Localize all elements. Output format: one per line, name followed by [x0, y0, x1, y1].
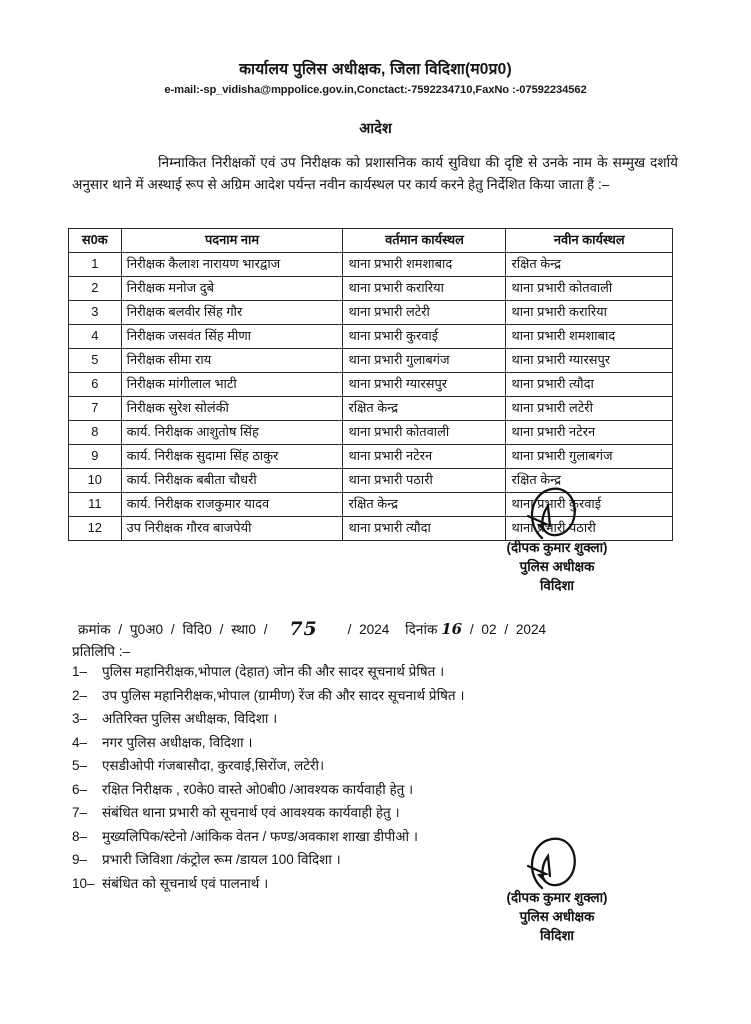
cell-current-posting: थाना प्रभारी ग्यारसपुर: [343, 373, 506, 397]
cell-name: कार्य. निरीक्षक बबीता चौधरी: [121, 469, 343, 493]
table-header: [69, 229, 673, 253]
cell-current-posting: थाना प्रभारी शमशाबाद: [343, 253, 506, 277]
table-row: [69, 253, 673, 277]
cell-new-posting: रक्षित केन्द्र: [506, 253, 673, 277]
signature-block-primary: [432, 538, 682, 595]
table-row: [69, 301, 673, 325]
office-title: कार्यालय पुलिस अधीक्षक, जिला विदिशा(म0प्र0): [239, 61, 512, 78]
list-item-text: प्रभारी जिविशा /कंट्रोल रूम /डायल 100 विदिशा ।: [102, 852, 341, 868]
reference-part1: पु0अ0: [129, 622, 164, 637]
list-item-text: नगर पुलिस अधीक्षक, विदिशा ।: [102, 734, 253, 750]
cell-current-posting: रक्षित केन्द्र: [343, 493, 506, 517]
list-item-text: संबंधित को सूचनार्थ एवं पालनार्थ ।: [102, 875, 269, 891]
cell-new-posting: थाना प्रभारी शमशाबाद: [506, 325, 673, 349]
table-row: [69, 397, 673, 421]
cell-serial: 1: [69, 253, 122, 277]
table-row: [69, 445, 673, 469]
letterhead: [0, 60, 751, 96]
table-row: [69, 493, 673, 517]
cell-serial: 2: [69, 277, 122, 301]
cell-name: कार्य. निरीक्षक सुदामा सिंह ठाकुर: [121, 445, 343, 469]
contact-line: e-mail:-sp_vidisha@mppolice.gov.in,Conctact:-7592234710,FaxNo :-07592234562: [164, 84, 587, 97]
list-item: [72, 686, 672, 707]
date-year: 2024: [515, 622, 547, 637]
signatory-name: (दीपक कुमार शुक्ला): [506, 890, 608, 905]
cell-serial: 5: [69, 349, 122, 373]
reference-slash-5: /: [347, 622, 352, 637]
distribution-list: [72, 662, 672, 897]
cell-name: कार्य. निरीक्षक आशुतोष सिंह: [121, 421, 343, 445]
cell-new-posting: थाना प्रभारी कुरवाई: [506, 493, 673, 517]
column-header-name: पदनाम नाम: [121, 229, 343, 253]
reference-part2: विदि0: [182, 622, 212, 637]
transfer-table: [68, 228, 673, 541]
date-slash-1: /: [469, 622, 474, 637]
list-item-number: 6–: [72, 781, 88, 797]
cell-serial: 12: [69, 517, 122, 541]
cell-serial: 7: [69, 397, 122, 421]
list-item: [72, 780, 672, 801]
list-item-number: 1–: [72, 664, 88, 679]
list-item-text: एसडीओपी गंजबासौदा, कुरवाई,सिरोंज, लटेरी।: [102, 758, 325, 774]
reference-part3: स्था0: [231, 622, 256, 637]
cell-name: निरीक्षक कैलाश नारायण भारद्वाज: [121, 253, 343, 277]
list-item-text: उप पुलिस महानिरीक्षक,भोपाल (ग्रामीण) रेंज की और सादर सूचनार्थ प्रेषित ।: [102, 687, 465, 703]
cell-new-posting: थाना प्रभारी नटेरन: [506, 421, 673, 445]
reference-slash-2: /: [170, 622, 175, 637]
cell-current-posting: थाना प्रभारी लटेरी: [343, 301, 506, 325]
cell-serial: 9: [69, 445, 122, 469]
list-item: [72, 850, 672, 871]
cell-current-posting: थाना प्रभारी कोतवाली: [343, 421, 506, 445]
cell-serial: 4: [69, 325, 122, 349]
cell-name: निरीक्षक सीमा राय: [121, 349, 343, 373]
reference-year: 2024: [359, 622, 390, 637]
cell-new-posting: थाना प्रभारी पठारी: [506, 517, 673, 541]
cell-current-posting: थाना प्रभारी पठारी: [343, 469, 506, 493]
list-item-text: मुख्यलिपिक/स्टेनो /आंकिक वेतन / फण्ड/अवकाश शाखा डीपीओ ।: [102, 828, 418, 844]
cell-name: उप निरीक्षक गौरव बाजपेयी: [121, 517, 343, 541]
cell-current-posting: थाना प्रभारी त्यौदा: [343, 517, 506, 541]
list-item: [72, 709, 672, 730]
cell-current-posting: रक्षित केन्द्र: [343, 397, 506, 421]
cell-name: कार्य. निरीक्षक राजकुमार यादव: [121, 493, 343, 517]
cell-current-posting: थाना प्रभारी नटेरन: [343, 445, 506, 469]
list-item-number: 7–: [72, 805, 88, 821]
cell-serial: 6: [69, 373, 122, 397]
signatory-name: (दीपक कुमार शुक्ला): [506, 540, 608, 555]
list-item-number: 2–: [72, 687, 88, 703]
cell-serial: 11: [69, 493, 122, 517]
list-item: [72, 662, 672, 683]
signatory-place: विदिशा: [539, 928, 575, 944]
cell-new-posting: थाना प्रभारी लटेरी: [506, 397, 673, 421]
list-item: [72, 756, 672, 777]
table-header-row: [69, 229, 673, 253]
list-item-number: 4–: [72, 734, 88, 750]
cell-new-posting: थाना प्रभारी त्यौदा: [506, 373, 673, 397]
order-body-paragraph: [72, 152, 678, 196]
cell-new-posting: थाना प्रभारी कोतवाली: [506, 277, 673, 301]
reference-handwritten-number: 75: [289, 618, 318, 640]
reference-number-line: [78, 617, 546, 639]
list-item: [72, 803, 672, 824]
cell-name: निरीक्षक मांगीलाल भाटी: [121, 373, 343, 397]
column-header-current: वर्तमान कार्यस्थल: [343, 229, 506, 253]
reference-slash-1: /: [118, 622, 123, 637]
list-item-number: 3–: [72, 711, 88, 727]
order-heading: आदेश: [359, 121, 392, 137]
column-header-serial: स0क: [69, 229, 122, 253]
list-item: [72, 733, 672, 754]
list-item-text: अतिरिक्त पुलिस अधीक्षक, विदिशा ।: [102, 711, 278, 727]
date-month: 02: [481, 622, 497, 637]
cell-current-posting: थाना प्रभारी करारिया: [343, 277, 506, 301]
cell-serial: 3: [69, 301, 122, 325]
signatory-designation: पुलिस अधीक्षक: [519, 559, 595, 575]
table-row: [69, 325, 673, 349]
cell-name: निरीक्षक जसवंत सिंह मीणा: [121, 325, 343, 349]
table-row: [69, 373, 673, 397]
transfer-table-container: [68, 228, 673, 541]
cell-new-posting: थाना प्रभारी गुलाबगंज: [506, 445, 673, 469]
table-row: [69, 517, 673, 541]
list-item-number: 9–: [72, 852, 88, 868]
copy-to-label: प्रतिलिपि :–: [72, 644, 131, 659]
reference-slash-3: /: [219, 622, 224, 637]
cell-serial: 10: [69, 469, 122, 493]
list-item-text: रक्षित निरीक्षक , र0के0 वास्ते ओ0बी0 /आवश्यक कार्यवाही हेतु ।: [102, 781, 414, 797]
signatory-designation: पुलिस अधीक्षक: [519, 909, 595, 925]
cell-serial: 8: [69, 421, 122, 445]
cell-new-posting: थाना प्रभारी ग्यारसपुर: [506, 349, 673, 373]
reference-slash-4: /: [263, 622, 268, 637]
signature-block-secondary: [432, 888, 682, 945]
cell-new-posting: रक्षित केन्द्र: [506, 469, 673, 493]
cell-name: निरीक्षक मनोज दुबे: [121, 277, 343, 301]
table-row: [69, 421, 673, 445]
column-header-new: नवीन कार्यस्थल: [506, 229, 673, 253]
table-body: [69, 253, 673, 541]
date-day: 16: [441, 620, 463, 638]
list-item-number: 10–: [72, 875, 95, 891]
cell-current-posting: थाना प्रभारी गुलाबगंज: [343, 349, 506, 373]
table-row: [69, 349, 673, 373]
list-item-text: संबंधित थाना प्रभारी को सूचनार्थ एवं आवश्यक कार्यवाही हेतु ।: [102, 805, 400, 821]
cell-name: निरीक्षक बलवीर सिंह गौर: [121, 301, 343, 325]
list-item-number: 5–: [72, 758, 88, 774]
cell-name: निरीक्षक सुरेश सोलंकी: [121, 397, 343, 421]
cell-current-posting: थाना प्रभारी कुरवाई: [343, 325, 506, 349]
signatory-place: विदिशा: [539, 578, 575, 594]
cell-new-posting: थाना प्रभारी करारिया: [506, 301, 673, 325]
table-row: [69, 469, 673, 493]
date-slash-2: /: [504, 622, 509, 637]
reference-prefix: क्रमांक: [78, 622, 111, 637]
date-label: दिनांक: [405, 622, 438, 637]
table-row: [69, 277, 673, 301]
list-item: [72, 827, 672, 848]
list-item-number: 8–: [72, 828, 88, 844]
list-item-text: पुलिस महानिरीक्षक,भोपाल (देहात) जोन की और सादर सूचनार्थ प्रेषित ।: [102, 664, 445, 679]
paragraph-text: निम्नाकित निरीक्षकों एवं उप निरीक्षक को प्रशासनिक कार्य सुविधा की दृष्टि से उनके नाम के सम्मुख दर्शाये अनुसार थाने में अस्थाई रूप से अग्रिम आदेश पर्यन्त नवीन कार्यस्थल पर कार्य करने हेतु निर्देशित किया जाता हैं :–: [72, 155, 678, 193]
